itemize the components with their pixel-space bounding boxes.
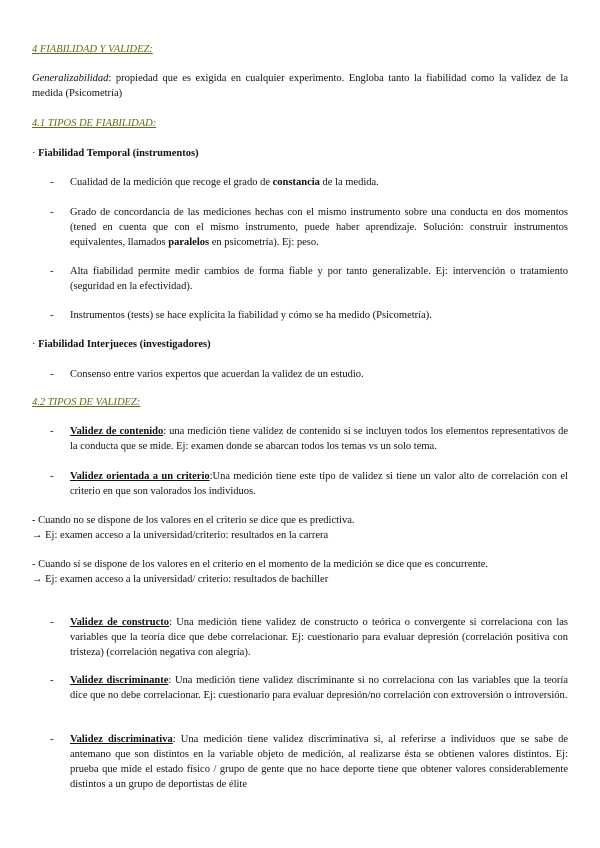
validez-term: Validez de constructo [70,617,170,628]
list-item [50,615,568,660]
list-dash: - [50,426,54,437]
item-text: Consenso entre varios expertos que acuerdan la validez de un estudio. [70,369,364,380]
validez-term: Validez discriminativa [70,734,173,745]
fiabilidad-temporal-label: Fiabilidad Temporal (instrumentos) [38,148,199,159]
bullet-dot: · [32,148,39,159]
subsection-heading-validez: 4.2 TIPOS DE VALIDEZ: [32,397,141,408]
item-text: Grado de concordancia de las mediciones hechas con el mismo instrumento sobre una conducta en dos momentos (tened en cuenta que con el mismo instrumento, puede haber aprendizaje. Solución: construir instrumentos equivalentes, llamados [70,207,568,248]
list-item [50,732,568,792]
validez-text: : Una medición tiene validez de constructo o teórica o convergente si correlaciona con las variables que la teoría dice que debe correlacionar. Ej: cuestionario para evaluar depresión (correlación positiva con tristeza) (correlación negativa con alegría). [70,617,568,658]
item-text: Alta fiabilidad permite medir cambios de forma fiable y por tanto generalizable. Ej: intervención o tratamiento (seguridad en la efectividad). [70,266,568,292]
validez-text: : Una medición tiene validez discriminativa si, al referirse a individuos que se sabe de antemano que son distintos en la variable objeto de medición, al realizarse ésta se obtienen valores distintos. Ej: prueba que mide el estado físico / grupo de gente que no hace deporte tiene que obtener valores considerablemente distintos a un grupo de deportistas de élite [70,734,568,790]
list-dash: - [50,310,54,321]
item-text: Instrumentos (tests) se hace explícita la fiabilidad y cómo se ha medido (Psicometría). [70,310,432,321]
list-dash: - [50,471,54,482]
item-text-end: de la medida. [319,177,379,188]
section-title: 4 FIABILIDAD Y VALIDEZ: [32,44,153,55]
list-dash: - [50,734,54,745]
predictiva-example: → Ej: examen acceso a la universidad/criterio: resultados en la carrera [32,530,329,541]
validez-text: : Una medición tiene validez discriminante si no correlaciona con las variables que la teoría dice que no debe correlacionar. Ej: cuestionario para evaluar depresión/no correlación con extroversión o introversión. [70,675,568,701]
list-dash: - [50,266,54,277]
item-text-end: en psicometría). Ej: peso. [209,237,319,248]
list-dash: - [50,207,54,218]
item-emphasis: constancia [272,177,320,188]
list-dash: - [50,177,54,188]
item-text: Cualidad de la medición que recoge el grado de [70,177,273,188]
validez-term: Validez discriminante [70,675,169,686]
intro-term: Generalizabilidad [32,73,109,84]
concurrente-example: → Ej: examen acceso a la universidad/ criterio: resultados de bachiller [32,574,329,585]
intro-paragraph [32,71,568,101]
item-emphasis: paralelos [168,237,210,248]
concurrente-line: - Cuando sí se dispone de los valores en el criterio en el momento de la medición se dice que es concurrente. [32,559,489,570]
fiabilidad-temporal-heading [32,146,568,161]
list-item [50,673,568,703]
list-item [50,205,568,250]
list-dash: - [50,617,54,628]
intro-text: : propiedad que es exigida en cualquier experimento. Engloba tanto la fiabilidad como la validez de la medida (Psicometría) [32,73,568,99]
predictiva-line: - Cuando no se dispone de los valores en el criterio se dice que es predictiva. [32,515,355,526]
validez-text: : una medición tiene validez de contenido si se incluyen todos los elementos representativos de la conducta que se mide. Ej: examen donde se abarcan todos los temas vs un solo tema. [70,426,568,452]
list-item [50,424,568,454]
list-item [50,308,568,323]
bullet-dot: · [32,339,39,350]
validez-term: Validez de contenido [70,426,164,437]
validez-text: :Una medición tiene este tipo de validez si tiene un valor alto de correlación con el criterio en que son valorados los individuos. [70,471,568,497]
list-dash: - [50,675,54,686]
list-item [50,469,568,499]
list-item [50,175,568,190]
list-dash: - [50,369,54,380]
fiabilidad-interjueces-label: Fiabilidad Interjueces (investigadores) [38,339,211,350]
list-item [50,367,568,382]
validez-term: Validez orientada a un criterio [70,471,210,482]
list-item [50,264,568,294]
fiabilidad-interjueces-heading [32,337,568,352]
subsection-heading-fiabilidad: 4.1 TIPOS DE FIABILIDAD: [32,118,157,129]
